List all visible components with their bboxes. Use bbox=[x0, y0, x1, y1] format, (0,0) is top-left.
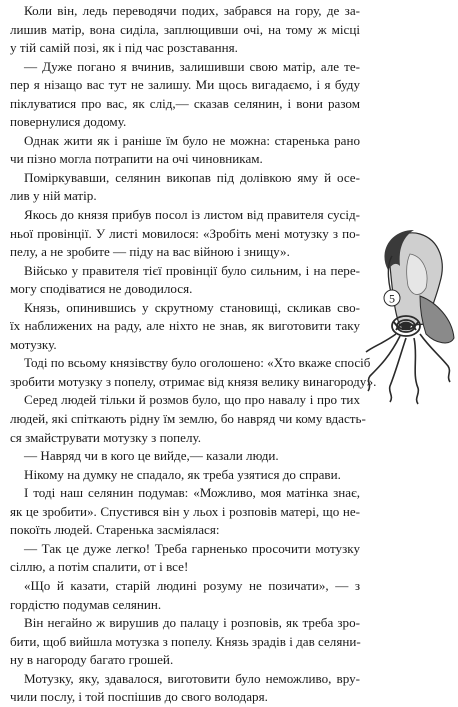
story-text bbox=[10, 2, 377, 707]
rope-strands bbox=[366, 334, 450, 404]
text-line: Поміркувавши, селянин викопав під долівкою яму й осе- bbox=[24, 169, 360, 185]
paragraph bbox=[10, 262, 360, 299]
text-line: ньої провінції. У листі мовилося: «Зробіть мені мотузку з по- bbox=[10, 225, 360, 241]
paragraph bbox=[10, 169, 360, 206]
text-line: пер я нізащо вас тут не залишу. Ми щось вигадаємо, і я буду bbox=[10, 77, 360, 93]
text-line: «Що й казати, старій людині розуму не позичати», — з bbox=[24, 577, 360, 593]
paragraph bbox=[10, 670, 360, 707]
text-line: їх наближених на раду, але ніхто не знав, як виготовити таку bbox=[10, 318, 360, 334]
text-line: — Навряд чи в кого це вийде,— казали люди. bbox=[24, 448, 279, 464]
text-line: покоїть людей. Старенька засміялася: bbox=[10, 522, 220, 538]
text-line: Він негайно ж вирушив до палацу і розповів, як треба зро- bbox=[24, 615, 360, 631]
text-line: як це зробити». Спустився він у льох і розповів матері, що не- bbox=[10, 503, 360, 519]
text-line: Якось до князя прибув посол із листом від правителя сусід- bbox=[24, 207, 360, 223]
paragraph bbox=[10, 447, 360, 466]
text-line: людей, які спіткають рідну їм землю, бо навряд чи кому вдасть- bbox=[10, 411, 366, 427]
text-line: — Так це дуже легко! Треба гарненько просочити мотузку bbox=[24, 540, 360, 556]
text-line: гордістю подумав селянин. bbox=[10, 596, 162, 612]
paragraph bbox=[10, 577, 360, 614]
text-line: І тоді наш селянин подумав: «Можливо, моя матінка знає, bbox=[24, 485, 360, 501]
text-line: зробити мотузку з попелу, отримає від князя велику винагороду». bbox=[10, 373, 377, 389]
paragraph bbox=[10, 391, 366, 447]
text-line: піклуватися про вас, як слід,— сказав селянин, і вони разом bbox=[10, 95, 360, 111]
text-line: Тоді по всьому князівству було оголошено: «Хто вкаже спосіб bbox=[24, 355, 371, 371]
paragraph bbox=[10, 540, 360, 577]
text-line: — Дуже погано я вчинив, залишивши свою матір, але те- bbox=[24, 58, 360, 74]
text-line: Серед людей тільки й розмов було, що про навалу і про тих bbox=[24, 392, 360, 408]
text-line: бити, щоб вийшла мотузка з попелу. Князь зрадів і дав селяни- bbox=[10, 633, 361, 649]
paragraph bbox=[10, 206, 360, 262]
decorative-rope-illustration bbox=[360, 226, 458, 406]
text-line: пелу, а не зробите — піду на вас війною і знищу». bbox=[10, 244, 290, 260]
text-line: у тій самій позі, як і під час розставання. bbox=[10, 40, 238, 56]
text-line: Коли він, ледь переводячи подих, забрався на гору, де за- bbox=[24, 3, 360, 18]
text-line: ся змайструвати мотузку з попелу. bbox=[10, 429, 201, 445]
text-line: Однак жити як і раніше їм було не можна: старенька рано bbox=[24, 132, 360, 148]
paragraph bbox=[10, 354, 377, 391]
paragraph bbox=[10, 132, 360, 169]
text-line: лив у ній матір. bbox=[10, 188, 97, 204]
paragraph bbox=[10, 484, 360, 540]
paragraph bbox=[10, 58, 360, 132]
text-line: Військо у правителя тієї провінції було сильним, і на пере- bbox=[24, 262, 360, 278]
text-line: Князь, опинившись у скрутному становищі, скликав сво- bbox=[24, 299, 360, 315]
paragraph bbox=[10, 2, 360, 58]
text-line: могу сподіватися не доводилося. bbox=[10, 281, 193, 297]
text-line: ну в нагороду багато грошей. bbox=[10, 652, 174, 668]
text-line: мотузку. bbox=[10, 336, 57, 352]
text-line: чили послу, і той поспішив до свого володаря. bbox=[10, 689, 268, 705]
text-line: сіллю, а потім спалити, от і все! bbox=[10, 559, 189, 575]
text-line: повернулися додому. bbox=[10, 114, 127, 130]
text-line: Нікому на думку не спадало, як треба узятися до справи. bbox=[24, 466, 341, 482]
paragraph bbox=[10, 614, 360, 670]
text-line: лишив матір, вона сиділа, заплющивши очі, на тому ж місці bbox=[10, 21, 360, 37]
paragraph bbox=[10, 299, 360, 355]
paragraph bbox=[10, 466, 360, 485]
page-number: 5 bbox=[389, 291, 395, 306]
text-line: Мотузку, яку, здавалося, виготовити було неможливо, вру- bbox=[24, 670, 360, 686]
text-line: чи пізно могла потрапити на очі чиновникам. bbox=[10, 151, 263, 167]
